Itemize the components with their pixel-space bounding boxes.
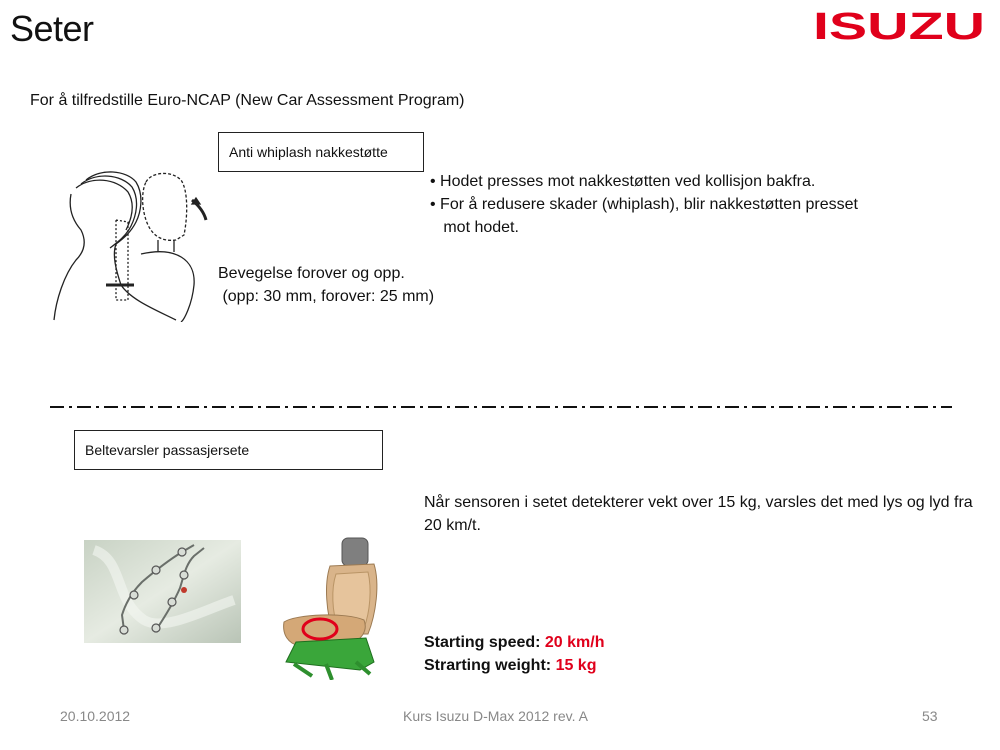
movement-text bbox=[218, 262, 434, 308]
bullet-line: • For å redusere skader (whiplash), blir nakkestøtten presset bbox=[430, 196, 858, 213]
bullet-line: mot hodet. bbox=[430, 219, 519, 236]
whiplash-bullets bbox=[430, 170, 858, 239]
whiplash-label: Anti whiplash nakkestøtte bbox=[229, 144, 388, 160]
seatbelt-label-box bbox=[74, 430, 383, 470]
weight-value: 15 kg bbox=[555, 657, 597, 674]
speed-label: Starting speed: bbox=[424, 634, 545, 651]
movement-line: Bevegelse forover og opp. bbox=[218, 265, 405, 282]
whiplash-label-box bbox=[218, 132, 424, 172]
sensor-specs bbox=[424, 631, 605, 677]
weight-label: Strarting weight: bbox=[424, 657, 556, 674]
headrest-illustration bbox=[46, 160, 216, 322]
starting-speed-line bbox=[424, 631, 605, 654]
movement-line: (opp: 30 mm, forover: 25 mm) bbox=[218, 288, 435, 305]
speed-value: 20 km/h bbox=[544, 634, 605, 651]
bullet-line: • Hodet presses mot nakkestøtten ved kollisjon bakfra. bbox=[430, 173, 816, 190]
isuzu-logo bbox=[812, 10, 986, 42]
section-divider bbox=[50, 404, 952, 410]
starting-weight-line bbox=[424, 654, 605, 677]
footer-date: 20.10.2012 bbox=[60, 708, 131, 724]
sensor-description: Når sensoren i setet detekterer vekt over 15 kg, varsles det med lys og lyd fra 20 km/t. bbox=[424, 494, 973, 534]
footer-course: Kurs Isuzu D-Max 2012 rev. A bbox=[403, 708, 588, 724]
svg-text:ISUZU: ISUZU bbox=[813, 10, 985, 42]
seat-sensor-mat-photo bbox=[84, 540, 241, 643]
slide-title: Seter bbox=[10, 8, 94, 49]
seatbelt-label: Beltevarsler passasjersete bbox=[85, 442, 250, 458]
footer-page-number: 53 bbox=[922, 708, 938, 724]
slide-subtitle: For å tilfredstille Euro-NCAP (New Car Assessment Program) bbox=[30, 92, 465, 109]
passenger-seat-illustration bbox=[276, 534, 382, 680]
